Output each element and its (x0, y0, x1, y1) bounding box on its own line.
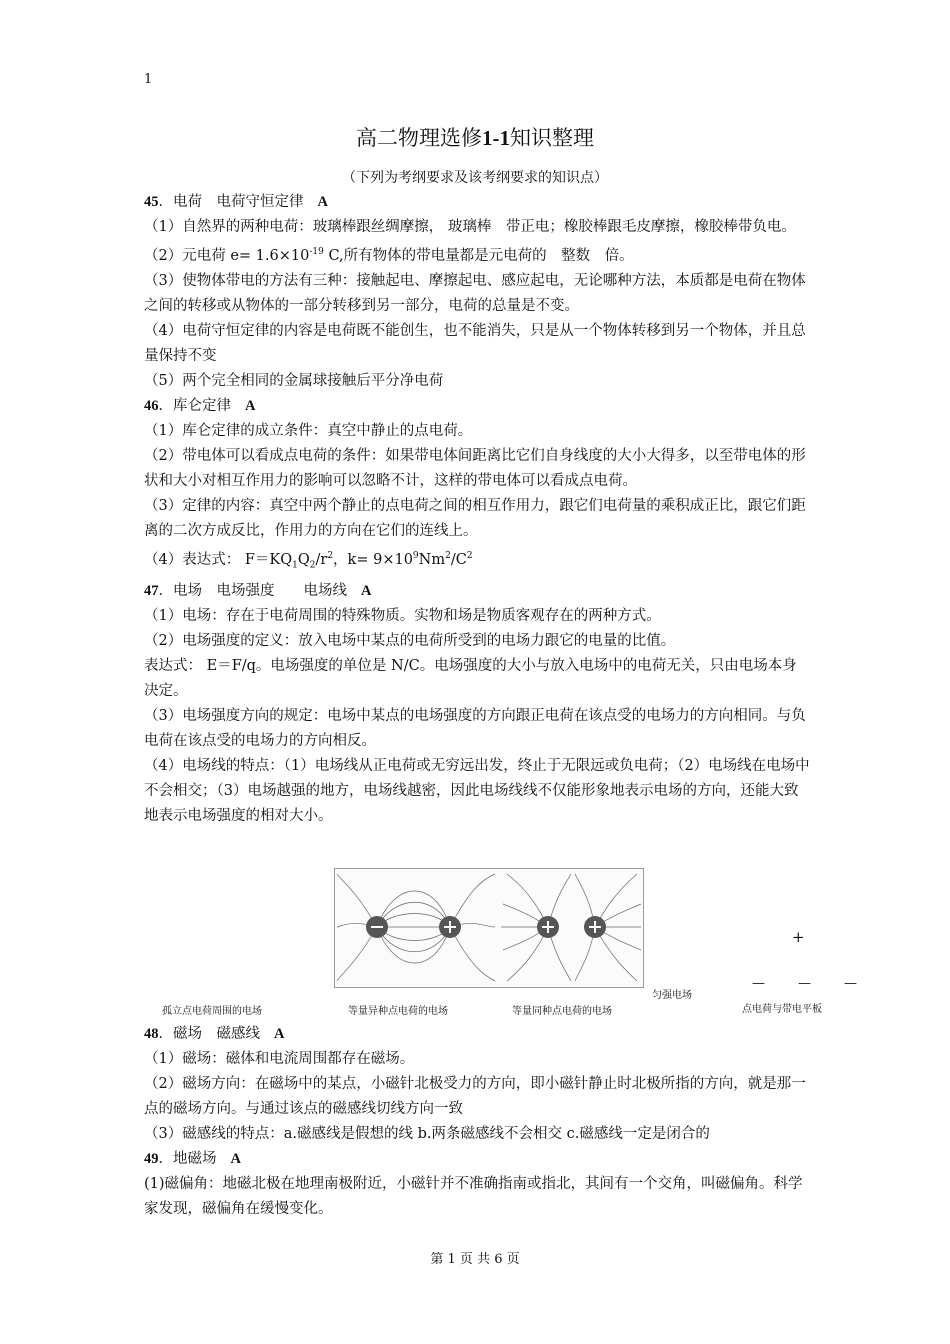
page-footer: 第 1 页 共 6 页 (430, 1252, 520, 1267)
paragraph: （1）磁场：磁体和电流周围都存在磁场。 (144, 1051, 415, 1067)
section-number: 48 (144, 1026, 159, 1042)
section-grade: A (361, 582, 372, 599)
section-heading-48: 48．磁场 磁感线 A (144, 1026, 285, 1042)
section-number: 49 (144, 1151, 159, 1167)
section-title: 地磁场 (173, 1151, 217, 1167)
paragraph: （2）电场强度的定义：放入电场中某点的电荷所受到的电场力跟它的电量的比值。 (144, 632, 676, 649)
paragraph: （4）电荷守恒定律的内容是电荷既不能创生，也不能消失，只是从一个物体转移到另一个物体，并且总量保持不变 (144, 322, 806, 364)
section-grade: A (274, 1026, 285, 1042)
section-heading-45: 45．电荷 电荷守恒定律 A (144, 194, 328, 210)
paragraph: （3）电场强度方向的规定：电场中某点的电场强度的方向跟正电荷在该点受的电场力的方向相同。与负电荷在该点受的电场力的方向相反。 (144, 707, 806, 749)
paragraph: （1）自然界的两种电荷：玻璃棒跟丝绸摩擦， 玻璃棒 带正电；橡胶棒跟毛皮摩擦，橡胶棒带负电。 (144, 219, 796, 235)
paragraph: (1)磁偏角：地磁北极在地理南极附近，小磁针并不准确指南或指北，其间有一个交角，叫磁偏角。科学家发现，磁偏角在缓慢变化。 (144, 1176, 803, 1217)
paragraph: （1）电场：存在于电荷周围的特殊物质。实物和场是物质客观存在的两种方式。 (144, 607, 661, 624)
caption-isolated-charge: 孤立点电荷周围的电场 (162, 1006, 262, 1017)
section-title: 电荷 电荷守恒定律 (173, 194, 304, 210)
paragraph: （3）定律的内容：真空中两个静止的点电荷之间的相互作用力，跟它们电荷量的乘积成正比，跟它们距离的二次方成反比，作用力的方向在它们的连线上。 (144, 497, 806, 539)
sections-block-1 (144, 190, 810, 829)
plate-minus-sign: — (798, 976, 811, 991)
paragraph: （4）电场线的特点：（1）电场线从正电荷或无穷远出发，终止于无限远或负电荷；（2）电场线在电场中不会相交；（3）电场越强的地方，电场线越密，因此电场线线不仅能形象地表示电场的方向，还能大致地表示电场强度的相对大小。 (144, 757, 810, 824)
paragraph: （1）库仑定律的成立条件：真空中静止的点电荷。 (144, 422, 473, 439)
page-title (0, 122, 950, 152)
caption-opposite-charges: 等量异种点电荷的电场 (348, 1006, 448, 1017)
section-grade: A (317, 194, 328, 210)
sections-block-2 (144, 1022, 810, 1222)
section-heading-49: 49．地磁场 A (144, 1151, 241, 1167)
plate-minus-sign: — (752, 976, 765, 991)
paragraph-formula: （4）表达式： $F=KQ_1Q_2/r^2$，$k= 9\times 10^9Nm^2/C^2$ (144, 550, 473, 571)
caption-point-and-plate: 点电荷与带电平板 (742, 1004, 822, 1015)
page-subtitle: （下列为考纲要求及该考纲要求的知识点） (342, 170, 608, 186)
plate-plus-sign: + (792, 928, 805, 946)
corner-page-number: 1 (144, 72, 153, 87)
field-lines-figure (334, 868, 644, 988)
section-grade: A (245, 397, 256, 414)
paragraph-charge: （2）元电荷 $e= 1.6\times 10^{-19}$ C,所有物体的带电量都是元电荷的 整数 倍。 (144, 247, 634, 264)
section-heading-47: 47．电场 电场强度 电场线 A (144, 582, 372, 599)
paragraph: （2）磁场方向：在磁场中的某点，小磁针北极受力的方向，即小磁针静止时北极所指的方向，就是那一点的磁场方向。与通过该点的磁感线切线方向一致 (144, 1076, 806, 1117)
field-lines-drawing (335, 869, 643, 987)
paragraph: 表达式： E＝F/q。电场强度的单位是 N/C。电场强度的大小与放入电场中的电荷无关，只由电场本身决定。 (144, 657, 797, 699)
title-suffix: 知识整理 (510, 126, 594, 150)
paragraph: （2）带电体可以看成点电荷的条件：如果带电体间距离比它们自身线度的大小大得多，以至带电体的形状和大小对相互作用力的影响可以忽略不计，这样的带电体可以看成点电荷。 (144, 447, 806, 489)
section-title: 磁场 磁感线 (173, 1026, 260, 1042)
caption-same-charges: 等量同种点电荷的电场 (512, 1006, 612, 1017)
section-number: 45 (144, 194, 159, 210)
plate-minus-sign: — (844, 976, 857, 991)
section-grade: A (230, 1151, 241, 1167)
title-bold: 1-1 (482, 126, 510, 150)
caption-uniform-field: 匀强电场 (652, 990, 692, 1001)
paragraph: （5）两个完全相同的金属球接触后平分净电荷 (144, 372, 444, 389)
section-title: 库仑定律 (173, 397, 231, 414)
title-prefix: 高二物理选修 (356, 126, 482, 150)
paragraph: （3）使物体带电的方法有三种：接触起电、摩擦起电、感应起电，无论哪种方法，本质都是电荷在物体之间的转移或从物体的一部分转移到另一部分，电荷的总量是不变。 (144, 272, 806, 314)
paragraph: （3）磁感线的特点：a.磁感线是假想的线 b.两条磁感线不会相交 c.磁感线一定是闭合的 (144, 1126, 710, 1142)
section-number: 46 (144, 397, 159, 414)
section-heading-46: 46．库仑定律 A (144, 397, 256, 414)
section-title: 电场 电场强度 电场线 (173, 582, 347, 599)
section-number: 47 (144, 582, 159, 599)
